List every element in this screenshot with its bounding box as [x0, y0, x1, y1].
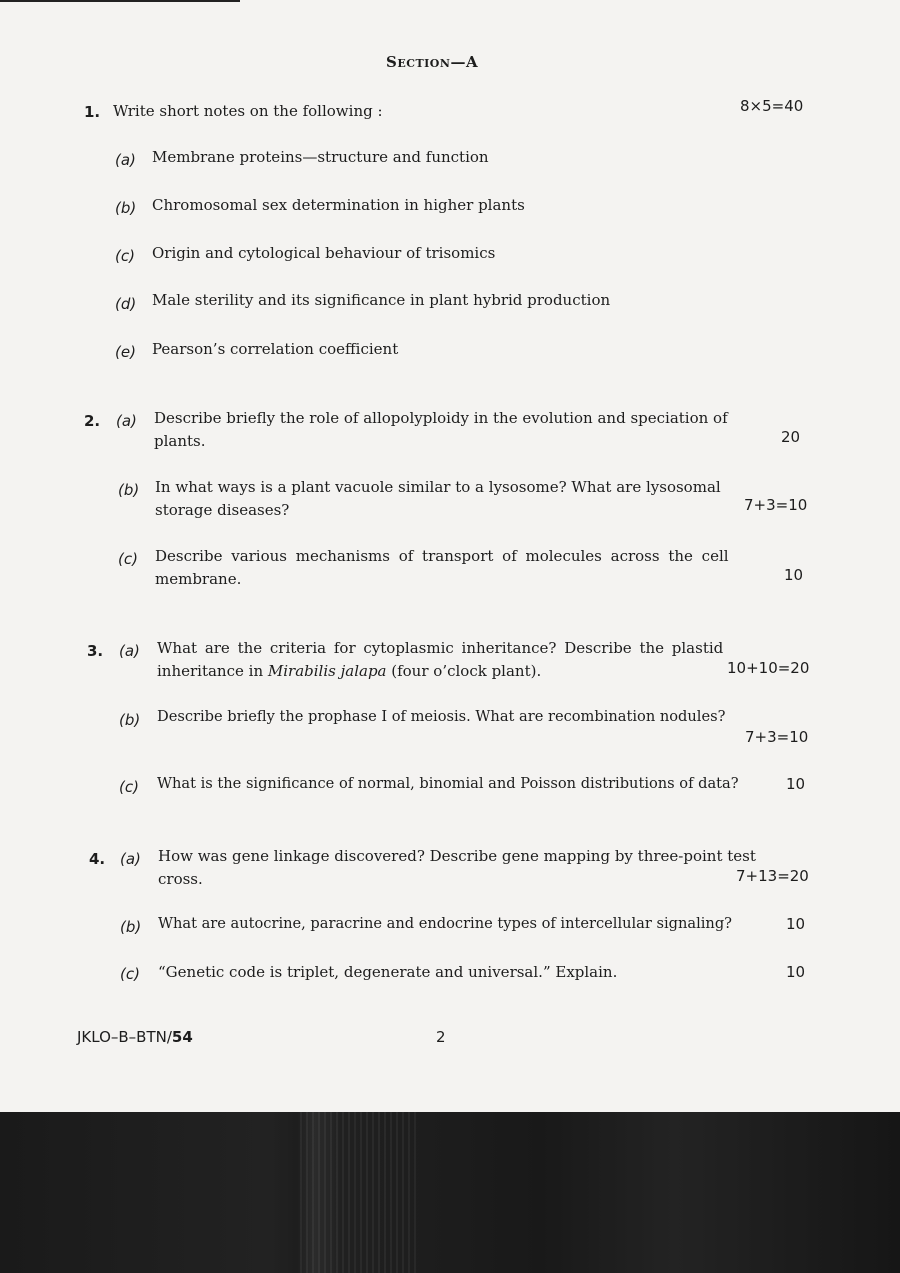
subpart-text: “Genetic code is triplet, degenerate and universal.” Explain.	[158, 963, 618, 981]
subpart-marks: 7+3=10	[744, 496, 808, 514]
subpart-label: (b)	[119, 711, 141, 729]
top-edge-line	[0, 0, 240, 2]
subpart-text: Describe briefly the prophase I of meiosis. What are recombination nodules?	[157, 708, 726, 725]
subpart-text: Origin and cytological behaviour of trisomics	[152, 244, 496, 262]
subpart-text: plants.	[154, 432, 206, 450]
subpart-text: Membrane proteins—structure and function	[152, 148, 489, 166]
subpart-text: cross.	[158, 870, 203, 888]
subpart-text: (four o’clock plant).	[386, 662, 542, 680]
paper-code	[77, 1027, 193, 1047]
subpart-text: What are autocrine, paracrine and endocrine types of intercellular signaling?	[158, 915, 732, 932]
subpart-marks: 7+3=10	[745, 728, 809, 746]
subpart-label: (a)	[119, 642, 140, 660]
page-number: 2	[436, 1028, 446, 1046]
subpart-marks: 10	[786, 915, 806, 933]
question-number: 3.	[87, 642, 104, 660]
subpart-label: (c)	[120, 965, 140, 983]
subpart-text: Male sterility and its significance in plant hybrid production	[152, 291, 611, 309]
subpart-label: (c)	[118, 550, 138, 568]
subpart-text: What is the significance of normal, binomial and Poisson distributions of data?	[157, 775, 739, 792]
question-marks: 8×5=40	[740, 97, 804, 115]
subpart-label: (b)	[120, 918, 142, 936]
subpart-text: storage diseases?	[155, 501, 290, 519]
subpart-label: (a)	[120, 850, 141, 868]
paper-code-prefix: JKLO–B–BTN/	[77, 1028, 172, 1046]
subpart-marks: 10	[784, 566, 804, 584]
subpart-text-line	[157, 661, 541, 681]
subpart-label: (b)	[118, 481, 140, 499]
species-name: Mirabilis jalapa	[267, 662, 387, 680]
question-number: 2.	[84, 412, 101, 430]
subpart-label: (a)	[115, 151, 136, 169]
subpart-text: What are the criteria for cytoplasmic inheritance? Describe the plastid	[157, 639, 724, 657]
scanner-background	[0, 1112, 900, 1273]
subpart-text: How was gene linkage discovered? Describe gene mapping by three-point test	[158, 847, 756, 865]
subpart-label: (a)	[116, 412, 137, 430]
subpart-label: (b)	[115, 199, 137, 217]
subpart-label: (c)	[115, 247, 135, 265]
subpart-text: Describe various mechanisms of transport of molecules across the cell	[155, 547, 729, 565]
question-number: 4.	[89, 850, 106, 868]
subpart-text: In what ways is a plant vacuole similar to a lysosome? What are lysosomal	[155, 478, 721, 496]
subpart-text: inheritance in	[157, 662, 268, 680]
subpart-marks: 10	[786, 963, 806, 981]
subpart-text-line	[154, 408, 770, 428]
subpart-label: (d)	[115, 295, 137, 313]
subpart-text: Pearson’s correlation coefficient	[152, 340, 399, 358]
subpart-text: Describe briefly the role of allopolyploidy in the evolution and speciation of	[154, 409, 728, 427]
subpart-marks: 20	[781, 428, 801, 446]
subpart-label: (e)	[115, 343, 136, 361]
subpart-marks: 10+10=20	[727, 659, 810, 677]
subpart-text: Chromosomal sex determination in higher plants	[152, 196, 525, 214]
section-title: Section—A	[386, 53, 479, 71]
subpart-marks: 10	[786, 775, 806, 793]
subpart-label: (c)	[119, 778, 139, 796]
paper-code-number: 54	[171, 1028, 193, 1046]
subpart-marks: 7+13=20	[736, 867, 809, 885]
question-number: 1.	[84, 103, 101, 121]
question-text: Write short notes on the following :	[113, 102, 383, 120]
subpart-text: membrane.	[155, 570, 242, 588]
